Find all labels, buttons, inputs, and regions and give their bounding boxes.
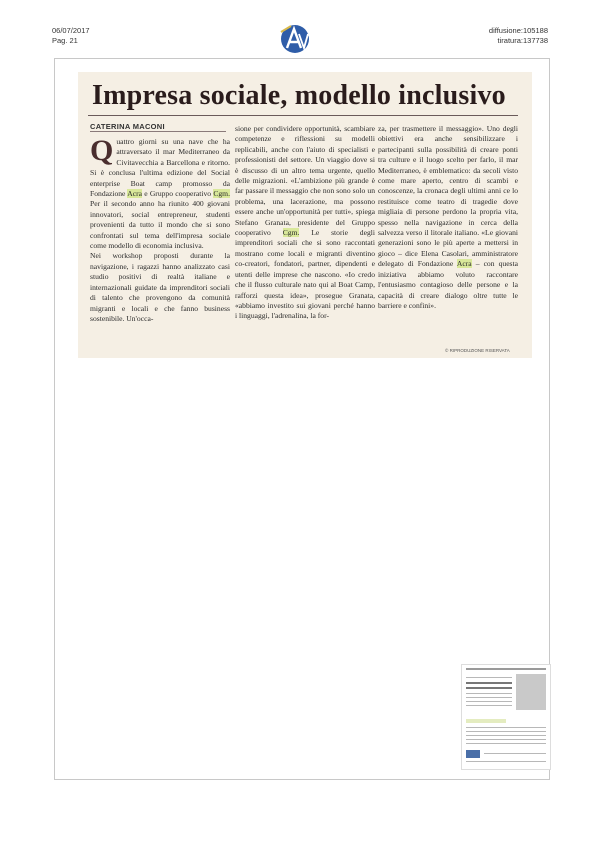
highlight-acra: Acra bbox=[127, 189, 142, 199]
header-right bbox=[489, 26, 548, 46]
thumbnail-highlight bbox=[466, 719, 506, 723]
col1-paragraph-2: Nei workshop proposti durante la navigazione, i ragazzi hanno analizzato casi studio positivi di realtà italiane e internazionali guidate da imprenditori sociali di talento che provengono da comunità migranti e locali e che fanno business sostenibile. Un'occa- bbox=[90, 251, 230, 323]
thumbnail-line bbox=[466, 677, 512, 678]
header-left bbox=[52, 26, 90, 46]
dropcap: Q bbox=[90, 134, 114, 167]
thumbnail-line bbox=[484, 753, 546, 754]
col1-text-c: Per il secondo anno ha riunito 400 giovani innovatori, social entrepreneur, studenti provenienti da tutto il mondo che si sono confrontati sul tema dell'impresa sociale come modello di economia inclusiva. bbox=[90, 199, 230, 251]
page-thumbnail bbox=[461, 664, 551, 770]
publication-date: 06/07/2017 bbox=[52, 26, 90, 35]
thumbnail-line bbox=[466, 687, 512, 689]
article-column-2 bbox=[235, 124, 375, 322]
page-number: Pag. 21 bbox=[52, 36, 78, 45]
article-column-1 bbox=[90, 134, 230, 324]
col3-text-b: – con questa iniziativa abbiamo voluto raccontare l'entusiasmo contagioso delle persone e la capacità di creare dialogo oltre tutte le barriere e confini». bbox=[378, 259, 518, 310]
thumbnail-ad bbox=[466, 750, 480, 758]
headline-rule bbox=[88, 115, 518, 116]
avvenire-logo-icon bbox=[275, 18, 315, 58]
col2-text-b: Le storie degli imprenditori sociali che si sono raccontati mostrano come locali e migranti diventino co-creatori, fondatori, partner, dipendenti e utenti delle imprese che nascono. «Io credo che il flusso culturale nato qui al Boat Camp, rafforzi questa idea», prosegue Granata, «abbiamo investito sui giovani perché hanno i linguaggi, l'adrenalina, la for- bbox=[235, 228, 375, 321]
thumbnail-line bbox=[466, 697, 512, 698]
copyright-notice: © RIPRODUZIONE RISERVATA bbox=[445, 348, 510, 353]
byline-rule bbox=[90, 131, 226, 132]
highlight-cgm: Cgm. bbox=[213, 189, 230, 199]
thumbnail-line bbox=[466, 701, 512, 702]
highlight-cgm: Cgm. bbox=[282, 228, 300, 238]
tiratura: tiratura:137738 bbox=[497, 36, 548, 45]
thumbnail-photo bbox=[516, 674, 546, 710]
diffusione: diffusione:105188 bbox=[488, 26, 548, 35]
thumbnail-line bbox=[466, 731, 546, 732]
col2-text-a: sione per condividere opportunità, scambiare competenze e riflessioni su modelli replicabili, anche con l'aiuto di specialisti e professionisti del settore. Un viaggio dove si è discusso di un altro tema urgente, quello delle migrazioni. «L'ambizione più grande è far passare il messaggio che non sono solo un problema, una lacerazione, ma possono essere anche un'opportunità per tutti», spiega Stefano Granata, presidente del Gruppo cooperativo bbox=[235, 124, 375, 238]
thumbnail-line bbox=[466, 727, 546, 728]
thumbnail-line bbox=[466, 739, 546, 740]
col1-text-a: uattro giorni su una nave che ha attraversato il mar Mediterraneo da Civitavecchia a Barcellona e ritorno. Si è conclusa l'ultima edizione del Social enterprise Boat camp promosso da Fondazione bbox=[90, 137, 230, 199]
thumbnail-line bbox=[466, 705, 512, 706]
col1-text-b: e Gruppo cooperativo bbox=[142, 189, 214, 199]
thumbnail-line bbox=[466, 682, 512, 684]
thumbnail-masthead bbox=[466, 668, 546, 670]
article-column-3 bbox=[378, 124, 518, 311]
byline: CATERINA MACONI bbox=[90, 122, 165, 131]
thumbnail-line bbox=[466, 735, 546, 736]
highlight-acra: Acra bbox=[456, 259, 472, 269]
col3-text-a: za, per trasmettere il messaggio». Uno degli obiettivi era anche sensibilizzare i partecipanti sulla possibilità di creare ponti tra culture e il luogo scelto per farlo, il mar Mediterraneo, è emblematico: da secoli visto come mare aperto, centro di scambi e conoscenze, la cronaca degli ultimi anni ce lo restituisce come teatro di tragedie dove migliaia di persone perdono la propria vita, spesso nella navigazione in cerca della salvezza verso il litorale italiano. «Le giovani generazioni sono le più aperte a mettersi in gioco – dice Elena Casolari, amministratore delegato di Fondazione bbox=[378, 124, 518, 269]
thumbnail-line bbox=[466, 761, 546, 762]
thumbnail-line bbox=[466, 693, 512, 694]
thumbnail-line bbox=[466, 743, 546, 744]
article-headline: Impresa sociale, modello inclusivo bbox=[92, 80, 506, 111]
